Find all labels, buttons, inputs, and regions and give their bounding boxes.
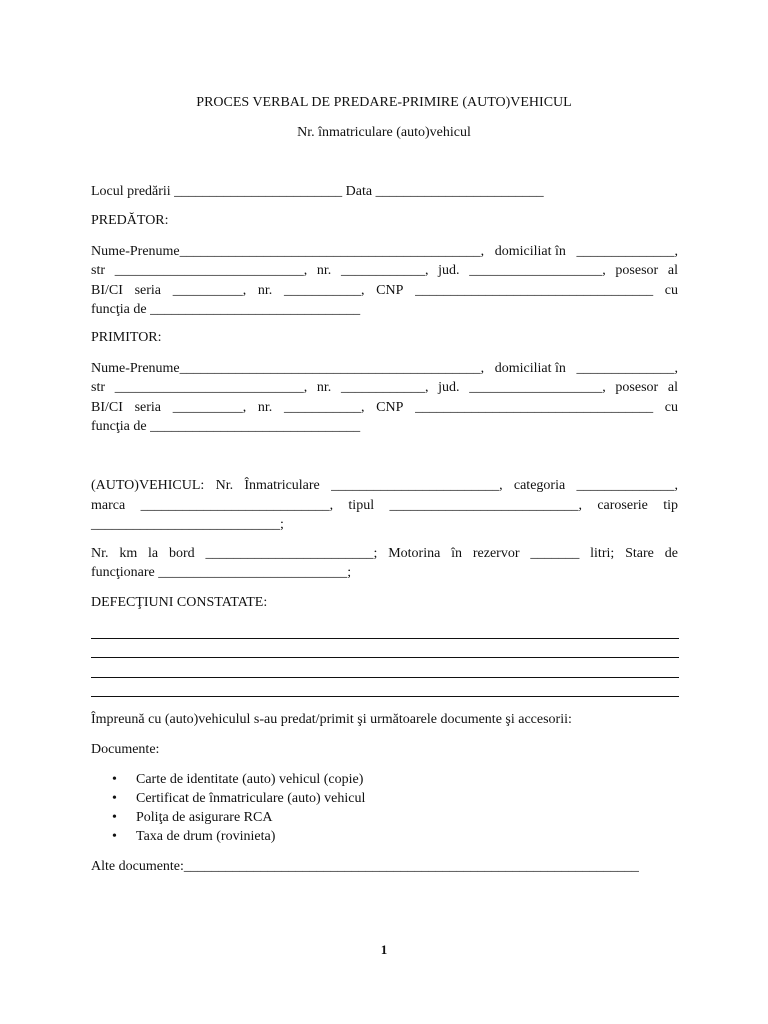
predator-seria-field: __________,: [172, 283, 247, 298]
primitor-domicile-field: ______________,: [576, 361, 678, 376]
fuel-tank-word: rezervor: [472, 546, 520, 561]
primitor-heading: PRIMITOR:: [91, 330, 162, 345]
vehicle-brand-field: ___________________________,: [140, 498, 334, 513]
predator-row-2: [91, 262, 678, 280]
list-item: • Carte de identitate (auto) vehicul (copie): [110, 770, 365, 789]
predator-posesor-word: posesor: [615, 263, 659, 278]
vehicle-registration-label: Înmatriculare: [244, 478, 320, 493]
primitor-cnp-label: CNP: [376, 400, 404, 415]
vehicle-type-label: tipul: [348, 498, 375, 513]
predator-bi-nr-field: ___________,: [283, 283, 365, 298]
primitor-bi-nr-field: ___________,: [283, 400, 365, 415]
vehicle-nr-label: Nr.: [215, 478, 234, 493]
primitor-al-word: al: [667, 380, 678, 395]
vehicle-row-4: [91, 545, 678, 563]
primitor-cu-word: cu: [664, 400, 678, 415]
primitor-seria-label: seria: [134, 400, 162, 415]
other-documents-line: Alte documente:_________________________________________________________________: [91, 859, 639, 874]
primitor-bici-label: BI/CI: [91, 400, 123, 415]
predator-domicile-label: domiciliat în: [494, 244, 566, 259]
predator-jud-field: ___________________,: [469, 263, 606, 278]
primitor-nr-field: ____________,: [340, 380, 429, 395]
documents-intro: Împreună cu (auto)vehiculul s-au predat/primit şi următoarele documente şi accesorii:: [91, 712, 572, 727]
defects-heading: DEFECŢIUNI CONSTATATE:: [91, 595, 268, 610]
fuel-field: _______: [530, 546, 580, 561]
defects-line-2: [91, 657, 679, 658]
vehicle-type-field: ___________________________,: [389, 498, 582, 513]
km-field: ________________________;: [205, 546, 378, 561]
list-item: • Poliţa de asigurare RCA: [110, 808, 365, 827]
vehicle-body-tip-label: tip: [663, 498, 678, 513]
documents-list: [110, 770, 365, 846]
predator-row-1: [91, 243, 678, 261]
predator-domicile-field: ______________,: [576, 244, 678, 259]
vehicle-row-1: [91, 477, 678, 495]
predator-str-label: str: [91, 263, 105, 278]
primitor-str-label: str: [91, 380, 105, 395]
predator-nr-label: nr.: [316, 263, 332, 278]
predator-heading: PREDĂTOR:: [91, 213, 169, 228]
defects-line-3: [91, 677, 679, 678]
predator-cnp-label: CNP: [376, 283, 404, 298]
vehicle-registration-field: ________________________,: [331, 478, 503, 493]
predator-name-field: Nume-Prenume___________________________________________,: [91, 244, 485, 259]
km-word: km: [119, 546, 138, 561]
predator-bici-label: BI/CI: [91, 283, 123, 298]
predator-cnp-field: __________________________________: [415, 283, 654, 298]
predator-cu-word: cu: [664, 283, 678, 298]
list-item: • Taxa de drum (rovinieta): [110, 827, 365, 846]
fuel-word: Motorina: [388, 546, 441, 561]
primitor-jud-field: ___________________,: [469, 380, 606, 395]
defects-line-1: [91, 638, 679, 639]
predator-function-line: funcţia de ______________________________: [91, 302, 361, 317]
document-title: PROCES VERBAL DE PREDARE-PRIMIRE (AUTO)VEHICUL: [196, 95, 572, 110]
page-number: 1: [380, 942, 388, 957]
vehicle-category-label: categoria: [513, 478, 566, 493]
primitor-bi-nr-label: nr.: [257, 400, 273, 415]
km-bord-word: bord: [168, 546, 195, 561]
predator-nr-field: ____________,: [340, 263, 429, 278]
fuel-in-word: în: [451, 546, 463, 561]
km-nr-word: Nr.: [91, 546, 109, 561]
predator-row-3: [91, 282, 678, 300]
document-subtitle: Nr. înmatriculare (auto)vehicul: [297, 125, 471, 140]
fuel-liters-word: litri;: [590, 546, 615, 561]
primitor-row-1: [91, 360, 678, 378]
primitor-row-3: [91, 399, 678, 417]
defects-line-4: [91, 696, 679, 697]
primitor-name-field: Nume-Prenume___________________________________________,: [91, 361, 485, 376]
predator-str-field: ___________________________,: [114, 263, 308, 278]
vehicle-body-field: ___________________________;: [91, 517, 284, 532]
documents-heading: Documente:: [91, 742, 160, 757]
vehicle-body-label: caroserie: [597, 498, 648, 513]
primitor-posesor-word: posesor: [615, 380, 659, 395]
predator-seria-label: seria: [134, 283, 162, 298]
vehicle-brand-label: marca: [91, 498, 126, 513]
primitor-seria-field: __________,: [172, 400, 247, 415]
primitor-domicile-label: domiciliat în: [494, 361, 566, 376]
place-date-line: Locul predării ________________________ Data ________________________: [91, 184, 544, 199]
predator-bi-nr-label: nr.: [257, 283, 273, 298]
predator-al-word: al: [667, 263, 678, 278]
km-la-word: la: [148, 546, 159, 561]
state-word: Stare: [625, 546, 654, 561]
primitor-function-line: funcţia de ______________________________: [91, 419, 361, 434]
state-de-word: de: [664, 546, 678, 561]
primitor-row-2: [91, 379, 678, 397]
list-item: • Certificat de înmatriculare (auto) vehicul: [110, 789, 365, 808]
primitor-jud-label: jud.: [438, 380, 460, 395]
vehicle-label: (AUTO)VEHICUL:: [91, 478, 205, 493]
primitor-cnp-field: __________________________________: [415, 400, 654, 415]
vehicle-row-2: [91, 497, 678, 515]
operating-state-line: funcţionare ___________________________;: [91, 565, 352, 580]
vehicle-category-field: ______________,: [576, 478, 678, 493]
primitor-nr-label: nr.: [316, 380, 332, 395]
predator-jud-label: jud.: [438, 263, 460, 278]
primitor-str-field: ___________________________,: [114, 380, 308, 395]
